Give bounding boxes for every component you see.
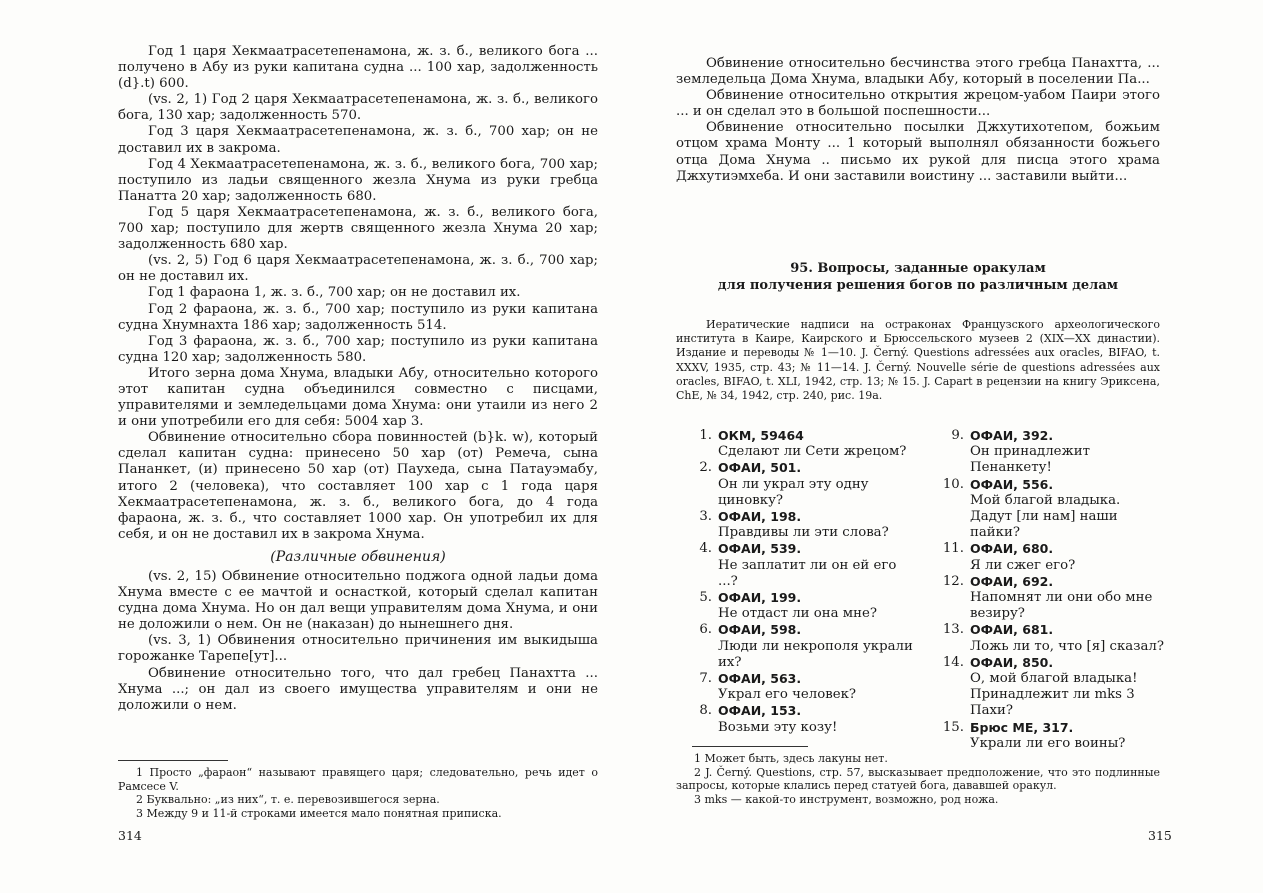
question-text: Украли ли его воины? bbox=[970, 735, 1126, 751]
question-number: 2. bbox=[699, 460, 712, 476]
question-ref: ОФАИ, 680. bbox=[970, 541, 1054, 557]
paragraph: Обвинение относительно открытия жрецом-уабом Паири этого ... и он сделал это в большой поспешности... bbox=[676, 88, 1160, 120]
subheading: (Различные обвинения) bbox=[270, 548, 446, 565]
question-number: 14. bbox=[942, 654, 964, 670]
paragraph: Обвинение относительно бесчинства этого гребца Панахтта, ... земледельца Дома Хнума, владыки Абу, который в поселении Па... bbox=[676, 56, 1160, 88]
question-number: 15. bbox=[942, 719, 964, 735]
question-number: 13. bbox=[942, 622, 964, 638]
section-heading-line: 95. Вопросы, заданные оракулам bbox=[790, 261, 1046, 276]
left-body bbox=[118, 44, 598, 714]
paragraph: Год 1 царя Хекмаатрасетепенамона, ж. з. б., великого бога ... получено в Абу из руки капитана судна ... 100 хар, задолженность (d}.t) 600. bbox=[118, 44, 598, 92]
question-body bbox=[970, 574, 1166, 623]
paragraph: Обвинение относительно сбора повинностей (b}k. w), который сделал капитан судна: принесено 50 хар (от) Ремеча, сына Пананкет, (и) принесено 50 хар (от) Паухеда, сына Патауэмабу, итого 2 (человека), что составляет 100 хар с 1 года царя Хекмаатрасетепенамона, ж. з. б., великого бога, до 4 года фараона, ж. з. б., что составляет 1000 хар. Он употребил их для себя, и он не доставил их в закрома Хнума. bbox=[118, 430, 598, 542]
question-item bbox=[936, 655, 1166, 720]
question-ref: ОФАИ, 153. bbox=[718, 703, 802, 719]
question-number: 1. bbox=[699, 428, 712, 443]
question-item bbox=[936, 622, 1166, 654]
question-item bbox=[692, 703, 918, 735]
question-body bbox=[970, 541, 1166, 573]
question-item bbox=[692, 590, 918, 622]
question-text: Не заплатит ли он ей его ...? bbox=[718, 557, 897, 589]
question-text: Люди ли некрополя украли их? bbox=[718, 638, 913, 670]
question-text: Напомнят ли они обо мне везиру? bbox=[970, 590, 1153, 622]
question-body bbox=[970, 655, 1166, 720]
question-item bbox=[692, 541, 918, 590]
question-ref: ОФАИ, 198. bbox=[718, 509, 802, 525]
question-item bbox=[692, 622, 918, 671]
question-body bbox=[970, 428, 1166, 477]
question-body bbox=[718, 460, 918, 509]
question-text: Возьми эту козу! bbox=[718, 719, 838, 735]
paragraph: Год 5 царя Хекмаатрасетепенамона, ж. з. б., великого бога, 700 хар; поступило для жертв священного жезла Хнума 20 хар; задолженность 680 хар. bbox=[118, 204, 598, 253]
footnote: 1 Просто „фараон“ называют правящего царя; следовательно, речь идет о Рамсесе V. bbox=[118, 766, 598, 793]
section-heading bbox=[676, 260, 1160, 294]
right-footnotes bbox=[676, 752, 1160, 806]
question-item bbox=[692, 460, 918, 509]
question-ref: ОФАИ, 681. bbox=[970, 622, 1054, 638]
question-ref: ОКМ, 59464 bbox=[718, 428, 804, 443]
question-item bbox=[936, 541, 1166, 573]
question-number: 3. bbox=[699, 509, 712, 525]
paragraph: (vs. 2, 1) Год 2 царя Хекмаатрасетепенамона, ж. з. б., великого бога, 130 хар; задолженность 570. bbox=[118, 92, 598, 124]
question-number: 4. bbox=[699, 541, 712, 557]
question-ref: ОФАИ, 501. bbox=[718, 460, 802, 476]
question-number: 5. bbox=[699, 590, 712, 606]
questions-column-right bbox=[936, 428, 1166, 752]
page-number: 315 bbox=[1148, 828, 1172, 843]
question-body bbox=[718, 509, 918, 541]
question-number: 10. bbox=[942, 476, 964, 492]
question-text: Сделают ли Сети жрецом? bbox=[718, 444, 907, 460]
question-ref: ОФАИ, 563. bbox=[718, 671, 802, 687]
question-text: Он ли украл эту одну циновку? bbox=[718, 476, 869, 508]
paragraph: (vs. 2, 15) Обвинение относительно поджога одной ладьи дома Хнума вместе с ее мачтой и оснасткой, который сделал капитан судна дома Хнума. Но он дал вещи управителям дома Хнума, и они не доложили о нем. Он не (наказан) до нынешнего дня. bbox=[118, 569, 598, 633]
footnote-divider bbox=[118, 760, 228, 761]
question-text: Я ли сжег его? bbox=[970, 557, 1076, 573]
question-text: О, мой благой владыка! Принадлежит ли mks 3 Пахи? bbox=[970, 671, 1138, 719]
question-text: Мой благой владыка. Дадут [ли нам] наши пайки? bbox=[970, 492, 1121, 541]
question-item bbox=[936, 720, 1166, 752]
footnote-divider bbox=[692, 746, 808, 747]
source-note: Иератические надписи на остраконах Французского археологического института в Каире, Каирского и Брюссельского музеев 2 (XIX—XX династии). Издание и переводы № 1—10. J. Černý. Questions adressées aux oracles, BIFAO, t. XXXV, 1935, стр. 43; № 11—14. J. Černý. Nouvelle série de questions adressées aux oracles, BIFAO, t. XLI, 1942, стр. 13; № 15. J. Capart в рецензии на книгу Эриксена, ChE, № 34, 1942, стр. 240, рис. 19а. bbox=[676, 318, 1160, 403]
question-text: Он принадлежит Пенанкету! bbox=[970, 444, 1090, 476]
right-body bbox=[676, 56, 1160, 185]
question-body bbox=[970, 720, 1166, 752]
question-number: 7. bbox=[699, 671, 712, 687]
question-body bbox=[718, 590, 918, 622]
paragraph: Обвинение относительно того, что дал гребец Панахтта ... Хнума ...; он дал из своего имущества управителям и они не доложили о нем. bbox=[118, 665, 598, 713]
question-item bbox=[692, 428, 918, 460]
question-text: Не отдаст ли она мне? bbox=[718, 606, 877, 622]
question-body bbox=[718, 428, 918, 460]
question-number: 11. bbox=[942, 541, 964, 557]
paragraph: Обвинение относительно посылки Джхутихотепом, божьим отцом храма Монту ... 1 который выполнял обязанности божьего отца Дома Хнума .. письмо их рукой для писца этого храма Джхутиэмхеба. И они заставили воистину ... заставили выйти... bbox=[676, 120, 1160, 184]
paragraph: Год 1 фараона 1, ж. з. б., 700 хар; он не доставил их. bbox=[148, 285, 521, 301]
question-body bbox=[970, 622, 1166, 654]
paragraph: (vs. 3, 1) Обвинения относительно причинения им выкидыша горожанке Тарепе[ут]... bbox=[118, 633, 598, 665]
question-number: 9. bbox=[951, 428, 964, 443]
question-body bbox=[718, 622, 918, 671]
question-text: Правдивы ли эти слова? bbox=[718, 525, 889, 541]
question-ref: ОФАИ, 556. bbox=[970, 476, 1054, 492]
paragraph: (vs. 2, 5) Год 6 царя Хекмаатрасетепенамона, ж. з. б., 700 хар; он не доставил их. bbox=[118, 253, 598, 285]
question-text: Ложь ли то, что [я] сказал? bbox=[970, 638, 1164, 654]
paragraph: Год 2 фараона, ж. з. б., 700 хар; поступило из руки капитана судна Хнумнахта 186 хар; задолженность 514. bbox=[118, 301, 598, 333]
question-ref: ОФАИ, 692. bbox=[970, 573, 1054, 589]
footnote: 1 Может быть, здесь лакуны нет. bbox=[694, 752, 888, 765]
paragraph: Год 3 царя Хекмаатрасетепенамона, ж. з. б., 700 хар; он не доставил их в закрома. bbox=[118, 124, 598, 156]
question-item bbox=[936, 574, 1166, 623]
footnote: 3 Между 9 и 11-й строками имеется мало понятная приписка. bbox=[136, 806, 502, 820]
question-ref: Брюс МЕ, 317. bbox=[970, 719, 1074, 735]
question-item bbox=[936, 477, 1166, 542]
footnote: 2 J. Černý. Questions, стр. 57, высказывает предположение, что это подлинные запросы, которые клались перед статуей бога, дававшей оракул. bbox=[676, 765, 1160, 792]
question-number: 8. bbox=[699, 703, 712, 719]
page-number: 314 bbox=[118, 828, 142, 843]
question-number: 12. bbox=[942, 573, 964, 589]
question-body bbox=[970, 477, 1166, 542]
question-body bbox=[718, 671, 918, 703]
question-text: Украл его человек? bbox=[718, 687, 857, 703]
question-item bbox=[692, 671, 918, 703]
question-ref: ОФАИ, 199. bbox=[718, 590, 802, 606]
question-ref: ОФАИ, 598. bbox=[718, 622, 802, 638]
question-item bbox=[936, 428, 1166, 477]
paragraph: Год 3 фараона, ж. з. б., 700 хар; поступило из руки капитана судна 120 хар; задолженность 580. bbox=[118, 333, 598, 365]
left-footnotes bbox=[118, 766, 598, 820]
question-body bbox=[718, 541, 918, 590]
section-heading-line: для получения решения богов по различным делам bbox=[717, 278, 1119, 293]
question-ref: ОФАИ, 850. bbox=[970, 654, 1054, 670]
paragraph: Год 4 Хекмаатрасетепенамона, ж. з. б., великого бога, 700 хар; поступило из ладьи священного жезла Хнума из руки гребца Панатта 20 хар; задолженность 680. bbox=[118, 156, 598, 204]
questions-column-left bbox=[692, 428, 918, 736]
question-number: 6. bbox=[699, 622, 712, 638]
question-ref: ОФАИ, 392. bbox=[970, 428, 1054, 443]
footnote: 3 mks — какой-то инструмент, возможно, род ножа. bbox=[694, 792, 999, 806]
question-item bbox=[692, 509, 918, 541]
footnote: 2 Буквально: „из них“, т. е. перевозившегося зерна. bbox=[136, 793, 440, 806]
paragraph: Итого зерна дома Хнума, владыки Абу, относительно которого этот капитан судна объединился совместно с писцами, управителями и земледельцами дома Хнума: они утаили из него 2 и они употребили его для себя: 5004 хар 3. bbox=[118, 365, 598, 430]
question-body bbox=[718, 703, 918, 735]
question-ref: ОФАИ, 539. bbox=[718, 541, 802, 557]
